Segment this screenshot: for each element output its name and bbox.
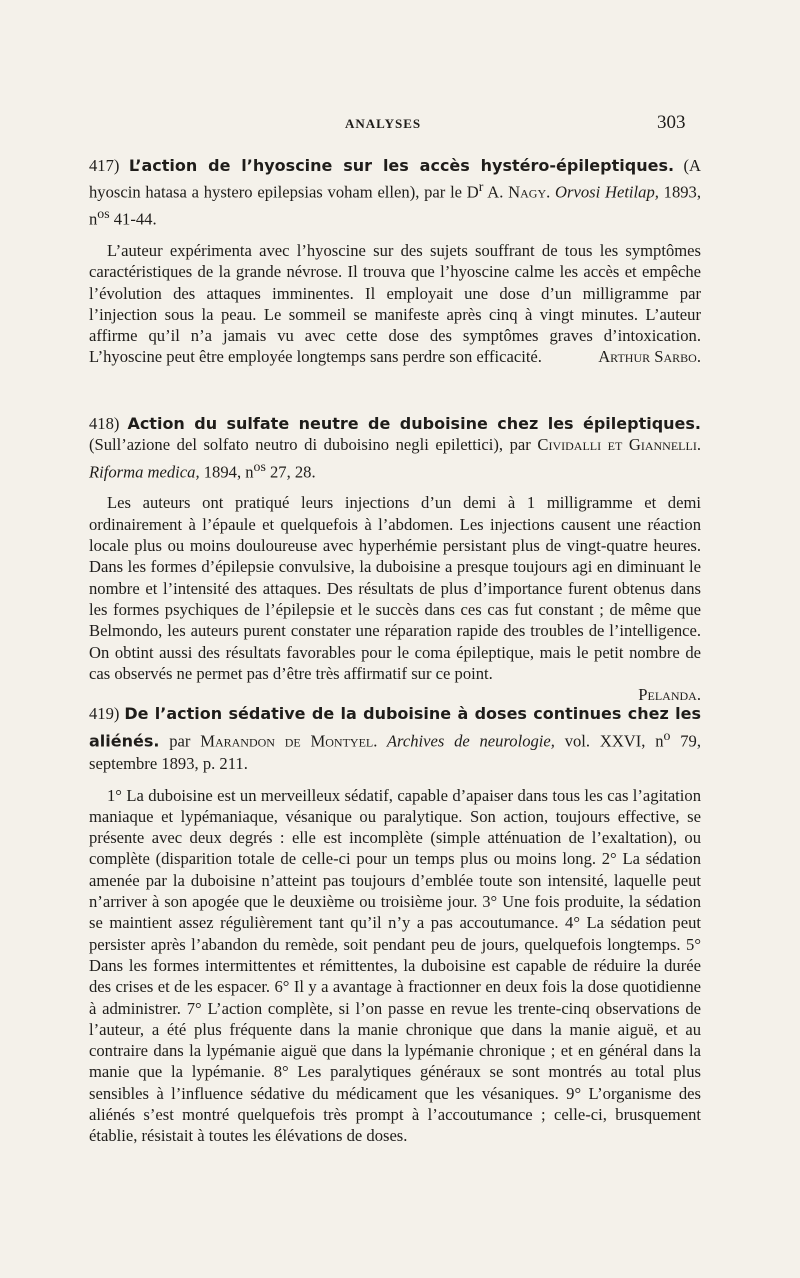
abstract-419	[89, 703, 701, 1147]
page-number: 303	[657, 112, 686, 133]
abstract-title: De l’action sédative de la duboisine à doses continues chez les aliénés.	[89, 704, 701, 751]
abstract-issue-sup: os	[97, 206, 110, 222]
abstract-issue-end: 41-44.	[109, 209, 157, 229]
abstract-issue-sup: os	[253, 458, 266, 474]
abstract-journal: Orvosi Hetilap,	[550, 182, 659, 202]
running-head-title: ANALYSES	[345, 116, 422, 131]
abstract-signature: Pelanda.	[638, 685, 701, 705]
abstract-text: L’auteur expérimenta avec l’hyoscine sur des sujets souffrant de tous les symptômes caractéristiques de la grande névrose. Il trouva que l’hyoscine calme les accès et empêche l’évolution des attaques imminentes. Il employait une dose d’un milligramme par l’injection sous la peau. Le sommeil se manifeste après cinq à vingt minutes. L’auteur affirme qu’il n’a jamais vu avec cette dose des symptômes graves d’intoxication. L’hyoscine peut être employée longtemps sans perdre son efficacité.	[89, 240, 701, 367]
abstract-reference: (Sull’azione del solfato neutro di duboisino negli epilettici), par	[89, 435, 538, 455]
abstract-heading	[89, 703, 701, 775]
abstract-issue-end: 79, septembre 1893, p. 211.	[89, 731, 701, 773]
page-body	[89, 155, 701, 1147]
abstract-417	[89, 155, 701, 413]
abstract-number: 419)	[89, 704, 120, 723]
abstract-418	[89, 413, 701, 703]
running-head	[0, 112, 800, 142]
abstract-paragraph	[89, 240, 701, 368]
abstract-issue: vol. XXVI, n	[554, 731, 664, 751]
abstract-heading	[89, 413, 701, 482]
abstract-author: Marandon de Montyel.	[200, 731, 378, 751]
abstract-number: 417)	[89, 156, 120, 175]
abstract-reference-sup: r	[478, 179, 484, 195]
abstract-paragraph: 1° La duboisine est un merveilleux sédatif, capable d’apaiser dans tous les cas l’agitation maniaque et lypémaniaque, vésanique ou paralytique. Son action, toujours effective, se présente avec deux degrés : elle est incomplète (simple atténuation de l’exaltation), ou complète (disparition totale de celle-ci pour un temps plus ou moins long. 2° La sédation amenée par la duboisine n’atteint pas toujours d’emblée toute son intensité, laquelle peut n’arriver à son apogée que le deuxième ou troisième jour. 3° Une fois produite, la sédation se maintient assez régulièrement tant qu’il n’y a pas accoutumance. 4° La sédation peut persister après l’abandon du remède, soit pendant peu de jours, quelquefois longtemps. 5° Dans les formes intermittentes et rémittentes, la duboisine est capable de réduire la durée des crises et de les espacer. 6° Il y a avantage à fractionner en deux fois la dose quotidienne à administrer. 7° L’action complète, si l’on passe en revue les trente-cinq observations de l’auteur, a été plus fréquente dans la manie chronique que dans la manie aiguë, et au contraire dans la lypémanie aiguë que dans la lypémanie chronique ; et en général dans la manie que la lypémanie. 8° Les paralytiques généraux se sont montrés au total plus sensibles à l’influence sédative du médicament que les vésaniques. 9° L’organisme des aliénés s’est montré quelquefois très prompt à l’accoutumance ; celle-ci, brusquement établie, résistait à toutes les élévations de doses.	[89, 785, 701, 1146]
abstract-issue: 1894, n	[199, 462, 254, 482]
abstract-issue-sup: o	[663, 728, 671, 743]
abstract-paragraph: Les auteurs ont pratiqué leurs injections d’un demi à 1 milligramme et demi ordinairement à l’épaule et quelquefois à l’abdomen. Les injections causent une réaction locale plus ou moins douloureuse avec hyperhémie persistant plus de vingt-quatre heures. Dans les formes d’épilepsie convulsive, la duboisine a presque toujours agi en diminuant le nombre et l’intensité des attaques. Des résultats de plus d’importance furent obtenus dans les formes psychiques de l’épilepsie et le succès dans ces cas fut constant ; de même que Belmondo, les auteurs purent constater une réparation rapide des troubles de l’intelligence. On obtint aussi des résultats favorables pour le coma épileptique, mais le petit nombre de cas observés ne permet pas d’être très affirmatif sur ce point.	[89, 493, 701, 683]
abstract-journal: Riforma medica,	[89, 462, 200, 482]
abstract-title: L’action de l’hyoscine sur les accès hystéro-épileptiques.	[128, 156, 675, 175]
abstract-issue: 1893, n	[89, 182, 702, 229]
abstract-reference: (A hyoscin hatasa a hystero epilepsias voham ellen), par le D	[89, 156, 701, 202]
abstract-reference: par	[159, 731, 201, 751]
abstract-number: 418)	[89, 414, 120, 433]
abstract-heading	[89, 155, 701, 230]
abstract-author: Cividalli et Giannelli.	[537, 435, 701, 455]
abstract-title: Action du sulfate neutre de duboisine chez les épileptiques.	[127, 414, 702, 433]
abstract-signature: Arthur Sarbo.	[598, 347, 701, 367]
abstract-journal: Archives de neurologie,	[377, 731, 555, 751]
abstract-issue-end: 27, 28.	[265, 462, 316, 482]
abstract-author: A. Nagy.	[483, 182, 551, 202]
